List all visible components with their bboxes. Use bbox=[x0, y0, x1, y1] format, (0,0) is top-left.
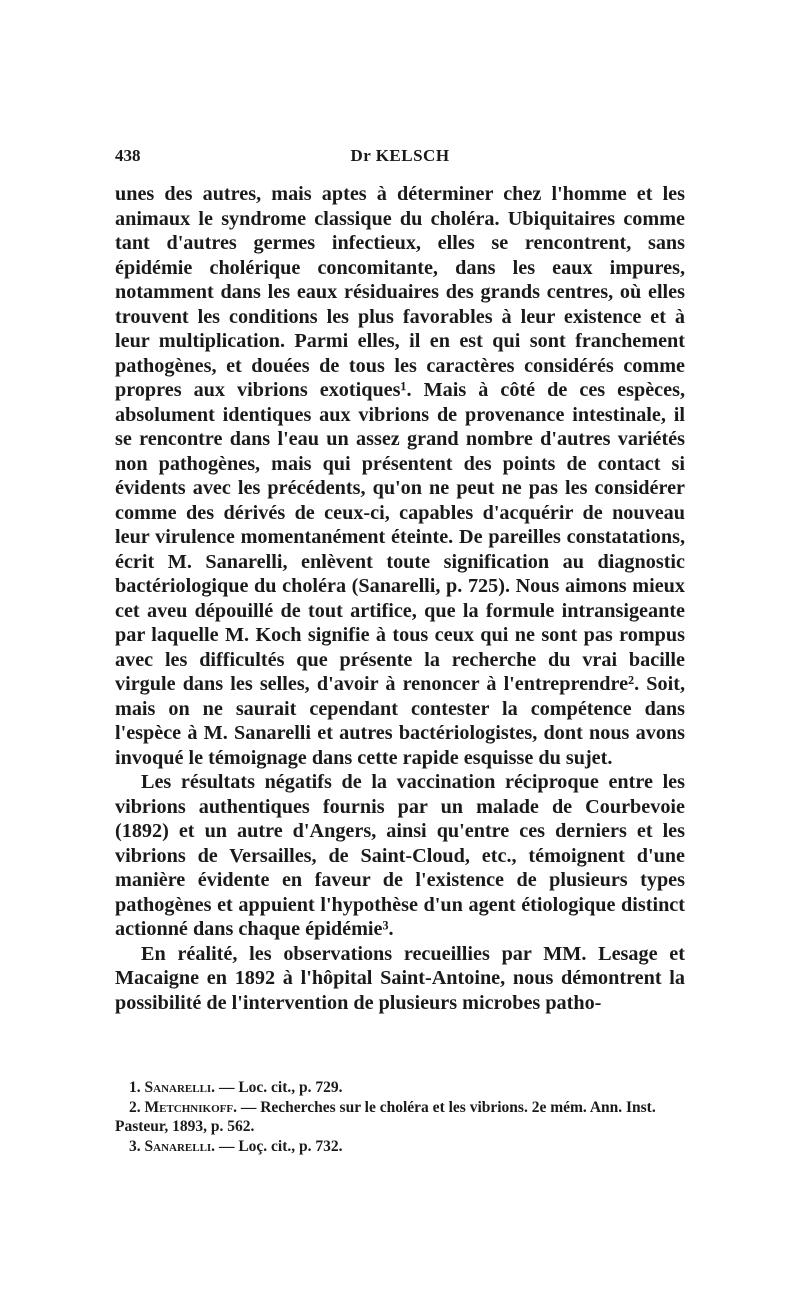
paragraph-3: En réalité, les observations recueillies par MM. Lesage et Macaigne en 1892 à l'hôpital Saint-Antoine, nous démontrent la possibilité de l'intervention de plusieurs microbes patho- bbox=[115, 942, 685, 1014]
footnote-author: Sanarelli. bbox=[144, 1137, 216, 1155]
footnote-number: 3. bbox=[129, 1137, 141, 1155]
footnote-author: Metchnikoff. bbox=[144, 1098, 237, 1116]
page-header bbox=[115, 146, 685, 170]
footnote-text: — Recherches sur le choléra et les vibrions. 2e mém. Ann. Inst. Pasteur, 1893, p. 562. bbox=[115, 1098, 656, 1135]
footnote-2 bbox=[115, 1098, 685, 1137]
running-head: Dr KELSCH bbox=[350, 146, 450, 165]
footnotes bbox=[115, 1078, 685, 1156]
footnote-text: — Loc. cit., p. 729. bbox=[215, 1079, 343, 1096]
footnote-number: 2. bbox=[129, 1098, 141, 1116]
body-text bbox=[115, 182, 685, 1015]
footnote-text: — Loç. cit., p. 732. bbox=[215, 1137, 343, 1155]
footnote-3 bbox=[115, 1137, 685, 1157]
paragraph-2: Les résultats négatifs de la vaccination réciproque entre les vibrions authentiques fournis par un malade de Courbevoie (1892) et un autre d'Angers, ainsi qu'entre ces derniers et les vibrions de Versailles, de Saint-Cloud, etc., témoignent d'une manière évidente en faveur de l'existence de plusieurs types pathogènes et appuient l'hypothèse d'un agent étiologique distinct actionné dans chaque épidémie³. bbox=[115, 771, 685, 940]
page-number: 438 bbox=[115, 146, 141, 165]
footnote-author: Sanarelli. bbox=[144, 1079, 216, 1096]
footnote-number: 1. bbox=[129, 1079, 141, 1096]
footnote-1 bbox=[115, 1078, 685, 1098]
paragraph-1: unes des autres, mais aptes à déterminer chez l'homme et les animaux le syndrome classique du choléra. Ubiquitaires comme tant d'autres germes infectieux, elles se rencontrent, sans épidémie cholérique concomitante, dans les eaux impures, notamment dans les eaux résiduaires des grands centres, où elles trouvent les conditions les plus favorables à leur existence et à leur multiplication. Parmi elles, il en est qui sont franchement pathogènes, et douées de tous les caractères considérés comme propres aux vibrions exotiques¹. Mais à côté de ces espèces, absolument identiques aux vibrions de provenance intestinale, il se rencontre dans l'eau un assez grand nombre d'autres variétés non pathogènes, mais qui présentent des points de contact si évidents avec les précédents, qu'on ne peut ne pas les considérer comme des dérivés de ceux-ci, capables d'acquérir de nouveau leur virulence momentanément éteinte. De pareilles constatations, écrit M. Sanarelli, enlèvent toute signification au diagnostic bactériologique du choléra (Sanarelli, p. 725). Nous aimons mieux cet aveu dépouillé de tout artifice, que la formule intransigeante par laquelle M. Koch signifie à tous ceux qui ne sont pas rompus avec les difficultés que présente la recherche du vrai bacille virgule dans les selles, d'avoir à renoncer à l'entreprendre². Soit, mais on ne saurait cependant contester la compétence dans l'espèce à M. Sanarelli et autres bactériologistes, dont nous avons invoqué le témoignage dans cette rapide esquisse du sujet. bbox=[115, 183, 685, 769]
